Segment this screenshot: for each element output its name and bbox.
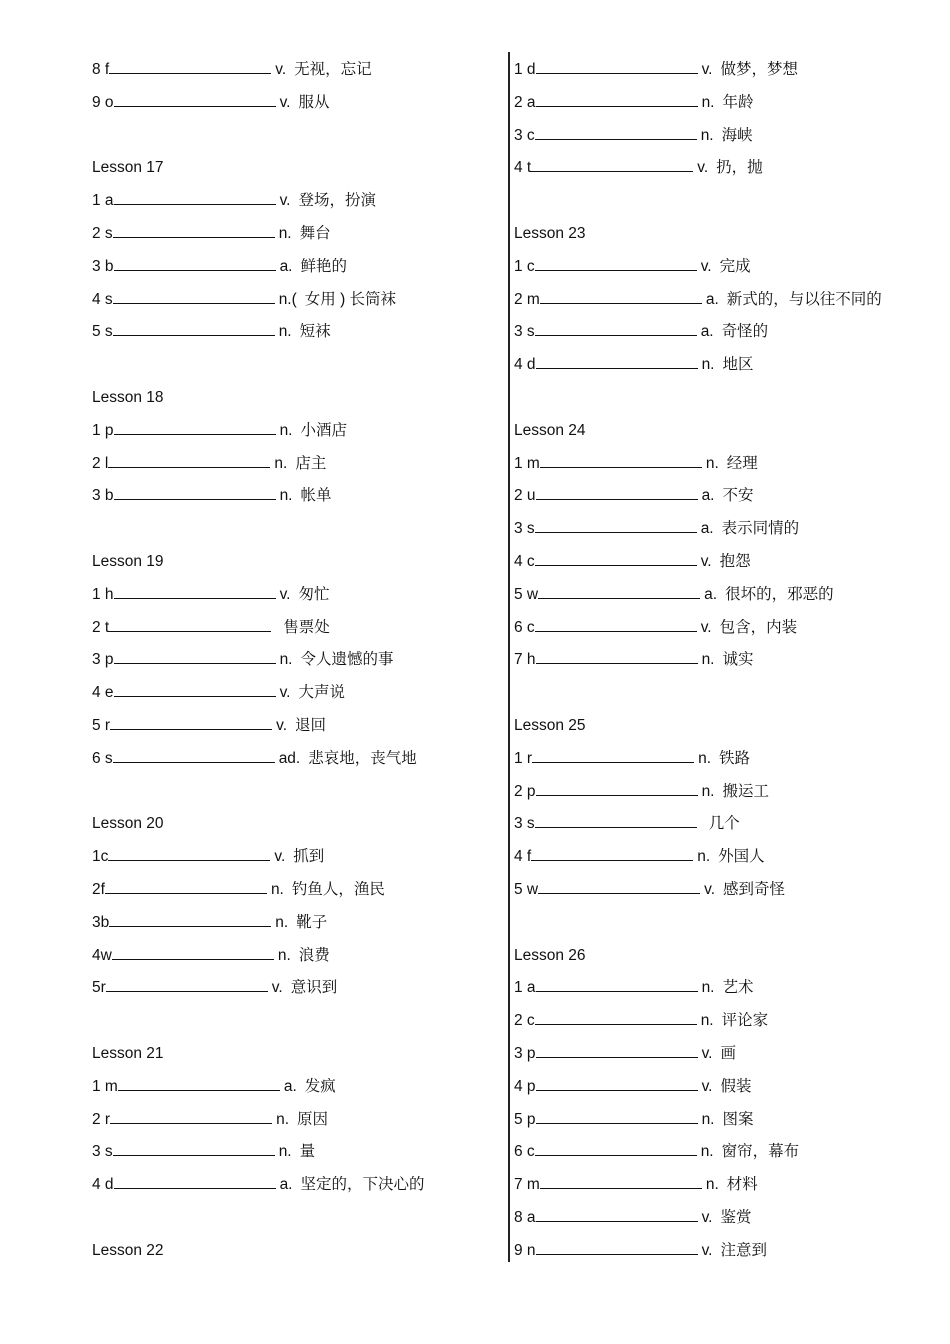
part-of-speech: n. <box>700 1012 714 1030</box>
entry-prompt: 6 c <box>514 1143 535 1161</box>
fill-in-blank[interactable] <box>538 584 700 599</box>
part-of-speech: n. <box>701 782 715 800</box>
part-of-speech: n. <box>278 323 292 341</box>
part-of-speech: a. <box>704 585 718 603</box>
vocab-entry <box>514 55 934 88</box>
part-of-speech: v. <box>274 848 286 866</box>
entry-prompt: 2 l <box>92 454 109 472</box>
entry-prompt: 2 a <box>514 93 536 111</box>
entry-prompt: 4 p <box>514 1077 536 1095</box>
blank-spacer <box>92 514 497 547</box>
chinese-meaning: 服从 <box>298 93 330 111</box>
fill-in-blank[interactable] <box>106 977 268 992</box>
chinese-meaning: 评论家 <box>721 1012 769 1030</box>
vocab-entry <box>92 842 497 875</box>
entry-prompt: 2 r <box>92 1110 111 1128</box>
entry-prompt: 5 w <box>514 880 539 898</box>
fill-in-blank[interactable] <box>536 1076 698 1091</box>
vocab-entry <box>514 613 934 646</box>
entry-prompt: 2 u <box>514 487 536 505</box>
entry-prompt: 9 n <box>514 1241 536 1259</box>
part-of-speech: v. <box>279 585 291 603</box>
fill-in-blank[interactable] <box>535 551 697 566</box>
part-of-speech: n. <box>278 224 292 242</box>
vocab-entry <box>514 1137 934 1170</box>
blank-spacer <box>514 186 934 219</box>
blank-spacer <box>92 1203 497 1236</box>
fill-in-blank[interactable] <box>114 1174 276 1189</box>
entry-prompt: 3 p <box>514 1044 536 1062</box>
vocab-entry <box>514 1170 934 1203</box>
fill-in-blank[interactable] <box>114 92 276 107</box>
part-of-speech: n. <box>276 1110 290 1128</box>
chinese-meaning: 匆忙 <box>298 585 330 603</box>
fill-in-blank[interactable] <box>535 1010 697 1025</box>
entry-prompt: 6 c <box>514 618 535 636</box>
part-of-speech: n. <box>279 487 293 505</box>
vocab-entry <box>92 317 497 350</box>
chinese-meaning: 售票处 <box>283 618 330 636</box>
chinese-meaning: 外国人 <box>718 848 765 866</box>
chinese-meaning: 表示同情的 <box>721 520 800 538</box>
vocab-entry <box>92 252 497 285</box>
lesson-heading: Lesson 21 <box>92 1044 164 1062</box>
fill-in-blank[interactable] <box>109 912 271 927</box>
entry-prompt: 4 d <box>92 1176 114 1194</box>
entry-prompt: 1 d <box>514 61 536 78</box>
blank-spacer <box>92 777 497 810</box>
fill-in-blank[interactable] <box>110 1109 272 1124</box>
fill-in-blank[interactable] <box>535 321 697 336</box>
entry-prompt: 4 c <box>514 552 535 570</box>
vocab-entry <box>514 121 934 154</box>
fill-in-blank[interactable] <box>114 190 276 205</box>
entry-prompt: 4 f <box>514 848 532 866</box>
part-of-speech: v. <box>701 61 713 78</box>
vocab-entry <box>92 449 497 482</box>
entry-prompt: 1 h <box>92 585 114 603</box>
fill-in-blank[interactable] <box>536 1207 698 1222</box>
fill-in-blank[interactable] <box>536 354 698 369</box>
part-of-speech: n. <box>705 454 719 472</box>
entry-prompt: 1 r <box>514 749 533 767</box>
vocab-entry <box>514 580 934 613</box>
chinese-meaning: 窗帘，幕布 <box>721 1143 800 1161</box>
fill-in-blank[interactable] <box>536 1240 698 1255</box>
part-of-speech: n. <box>698 749 712 767</box>
entry-prompt: 7 m <box>514 1176 540 1194</box>
chinese-meaning: 奇怪的 <box>721 323 769 341</box>
vocab-entry <box>514 744 934 777</box>
fill-in-blank[interactable] <box>535 617 697 632</box>
part-of-speech: a. <box>279 1176 293 1194</box>
part-of-speech: v. <box>701 1044 713 1062</box>
chinese-meaning: 店主 <box>295 454 327 472</box>
vocab-entry <box>514 514 934 547</box>
fill-in-blank[interactable] <box>113 321 275 336</box>
part-of-speech: n.( <box>278 290 297 308</box>
part-of-speech: v. <box>700 552 712 570</box>
chinese-meaning: 帐单 <box>300 487 332 505</box>
vocab-entry <box>92 1137 497 1170</box>
entry-prompt: 3 s <box>514 520 535 538</box>
blank-spacer <box>514 678 934 711</box>
fill-in-blank[interactable] <box>108 846 270 861</box>
entry-prompt: 1 m <box>92 1077 118 1095</box>
entry-prompt: 2 p <box>514 782 536 800</box>
part-of-speech: a. <box>283 1077 297 1095</box>
vocab-entry <box>92 1105 497 1138</box>
part-of-speech: v. <box>701 1077 713 1095</box>
lesson-heading: Lesson 24 <box>514 421 586 439</box>
entry-prompt: 8 a <box>514 1208 536 1226</box>
part-of-speech: v. <box>279 684 291 702</box>
chinese-meaning: 感到奇怪 <box>723 880 786 898</box>
entry-prompt: 8 f <box>92 61 110 78</box>
vocab-entry <box>92 580 497 613</box>
part-of-speech: n. <box>274 454 288 472</box>
vocab-entry <box>514 547 934 580</box>
vocab-entry <box>92 678 497 711</box>
part-of-speech: v. <box>279 192 291 210</box>
chinese-meaning: 发疯 <box>304 1077 336 1095</box>
chinese-meaning: 量 <box>299 1143 316 1161</box>
part-of-speech: v. <box>700 618 712 636</box>
part-of-speech: n. <box>701 1110 715 1128</box>
lesson-heading: Lesson 22 <box>92 1241 164 1259</box>
part-of-speech: ad. <box>278 749 301 767</box>
chinese-meaning: 小酒店 <box>300 421 348 439</box>
lesson-heading: Lesson 26 <box>514 946 586 964</box>
entry-prompt: 1 a <box>92 192 114 210</box>
fill-in-blank[interactable] <box>531 157 693 172</box>
vocab-entry <box>514 449 934 482</box>
entry-prompt: 1 c <box>514 257 535 275</box>
vocab-entry <box>92 55 497 88</box>
chinese-meaning: 经理 <box>726 454 758 472</box>
part-of-speech: n. <box>701 979 715 997</box>
chinese-meaning: 钓鱼人，渔民 <box>291 880 385 898</box>
entry-prompt: 4 e <box>92 684 114 702</box>
chinese-meaning: 诚实 <box>722 651 754 669</box>
blank-spacer <box>514 383 934 416</box>
entry-prompt: 1c <box>92 848 109 866</box>
part-of-speech: n. <box>701 356 715 374</box>
part-of-speech: v. <box>279 93 291 111</box>
chinese-meaning: 浪费 <box>298 946 330 964</box>
vocab-entry <box>514 875 934 908</box>
part-of-speech: v. <box>704 880 716 898</box>
entry-prompt: 5 p <box>514 1110 536 1128</box>
entry-prompt: 1 m <box>514 454 540 472</box>
part-of-speech: a. <box>279 257 293 275</box>
chinese-meaning: 抓到 <box>293 848 325 866</box>
vocab-entry <box>92 908 497 941</box>
fill-in-blank[interactable] <box>535 256 697 271</box>
vocab-entry <box>514 1072 934 1105</box>
fill-in-blank[interactable] <box>114 485 276 500</box>
vocab-entry <box>514 350 934 383</box>
fill-in-blank[interactable] <box>118 1076 280 1091</box>
vocab-entry <box>514 973 934 1006</box>
vocab-entry <box>514 1105 934 1138</box>
vocab-entry <box>514 809 934 842</box>
fill-in-blank[interactable] <box>114 584 276 599</box>
chinese-meaning: 包含，内装 <box>719 618 798 636</box>
fill-in-blank[interactable] <box>538 879 700 894</box>
fill-in-blank[interactable] <box>113 289 275 304</box>
part-of-speech: n. <box>279 421 293 439</box>
blank-spacer <box>92 1006 497 1039</box>
part-of-speech: v. <box>271 979 283 997</box>
entry-prompt: 7 h <box>514 651 536 669</box>
vocab-entry <box>514 481 934 514</box>
part-of-speech: a. <box>701 487 715 505</box>
lesson-heading: Lesson 19 <box>92 552 164 570</box>
vocab-entry <box>514 777 934 810</box>
blank-spacer <box>92 121 497 154</box>
right-column <box>514 55 934 1268</box>
chinese-meaning: 意识到 <box>290 979 338 997</box>
entry-prompt: 4w <box>92 946 112 964</box>
entry-prompt: 5 s <box>92 323 113 341</box>
entry-prompt: 2 t <box>92 618 110 636</box>
chinese-meaning: 假装 <box>720 1077 752 1095</box>
chinese-meaning: 搬运工 <box>722 782 770 800</box>
vocab-entry <box>92 88 497 121</box>
fill-in-blank[interactable] <box>105 879 267 894</box>
entry-prompt: 3b <box>92 913 110 931</box>
chinese-meaning: 材料 <box>726 1176 758 1194</box>
vocab-entry <box>514 252 934 285</box>
chinese-meaning: 女用 ) 长筒袜 <box>304 290 397 308</box>
entry-prompt: 2 m <box>514 290 540 308</box>
chinese-meaning: 不安 <box>722 487 754 505</box>
vocab-entry <box>514 1039 934 1072</box>
fill-in-blank[interactable] <box>536 485 698 500</box>
entry-prompt: 4 t <box>514 159 532 177</box>
chinese-meaning: 鉴赏 <box>720 1208 752 1226</box>
chinese-meaning: 退回 <box>295 716 327 734</box>
part-of-speech: n. <box>278 1143 292 1161</box>
fill-in-blank[interactable] <box>535 813 697 828</box>
chinese-meaning: 新式的，与以往不同的 <box>726 290 882 308</box>
chinese-meaning: 抱怨 <box>719 552 751 570</box>
chinese-meaning: 原因 <box>297 1110 329 1128</box>
chinese-meaning: 年龄 <box>722 93 754 111</box>
entry-prompt: 5 w <box>514 585 539 603</box>
entry-prompt: 3 s <box>514 815 535 833</box>
chinese-meaning: 无视，忘记 <box>294 61 372 78</box>
part-of-speech: n. <box>700 126 714 144</box>
vocab-entry <box>514 842 934 875</box>
vocab-entry <box>92 481 497 514</box>
entry-prompt: 3 c <box>514 126 535 144</box>
part-of-speech: n. <box>701 93 715 111</box>
chinese-meaning: 艺术 <box>722 979 754 997</box>
entry-prompt: 6 s <box>92 749 113 767</box>
vocab-entry <box>514 1006 934 1039</box>
part-of-speech: a. <box>705 290 719 308</box>
vocab-entry <box>92 219 497 252</box>
chinese-meaning: 做梦，梦想 <box>720 61 798 78</box>
entry-prompt: 2 s <box>92 224 113 242</box>
part-of-speech: n. <box>705 1176 719 1194</box>
part-of-speech: n. <box>277 946 291 964</box>
chinese-meaning: 鲜艳的 <box>300 257 348 275</box>
fill-in-blank[interactable] <box>536 649 698 664</box>
fill-in-blank[interactable] <box>535 1141 697 1156</box>
chinese-meaning: 铁路 <box>719 749 751 767</box>
vocab-entry <box>514 645 934 678</box>
vocab-entry <box>92 941 497 974</box>
fill-in-blank[interactable] <box>540 453 702 468</box>
chinese-meaning: 悲哀地，丧气地 <box>308 749 417 767</box>
vocab-entry <box>514 317 934 350</box>
lesson-heading: Lesson 20 <box>92 815 164 833</box>
fill-in-blank[interactable] <box>110 715 272 730</box>
fill-in-blank[interactable] <box>531 846 693 861</box>
vocab-entry <box>92 744 497 777</box>
entry-prompt: 4 s <box>92 290 113 308</box>
fill-in-blank[interactable] <box>540 289 702 304</box>
fill-in-blank[interactable] <box>113 1141 275 1156</box>
chinese-meaning: 完成 <box>719 257 751 275</box>
vocab-entry <box>92 285 497 318</box>
chinese-meaning: 地区 <box>722 356 754 374</box>
fill-in-blank[interactable] <box>113 748 275 763</box>
entry-prompt: 1 a <box>514 979 536 997</box>
fill-in-blank[interactable] <box>114 682 276 697</box>
chinese-meaning: 登场，扮演 <box>298 192 376 210</box>
fill-in-blank[interactable] <box>536 92 698 107</box>
entry-prompt: 3 s <box>92 1143 113 1161</box>
chinese-meaning: 图案 <box>722 1110 754 1128</box>
entry-prompt: 3 b <box>92 257 114 275</box>
entry-prompt: 5r <box>92 979 106 997</box>
lesson-heading: Lesson 23 <box>514 224 586 242</box>
vocab-entry <box>92 1072 497 1105</box>
chinese-meaning: 画 <box>720 1044 736 1062</box>
lesson-heading: Lesson 18 <box>92 388 164 406</box>
entry-prompt: 4 d <box>514 356 536 374</box>
fill-in-blank[interactable] <box>536 1109 698 1124</box>
chinese-meaning: 扔，抛 <box>716 159 763 177</box>
chinese-meaning: 海峡 <box>721 126 753 144</box>
chinese-meaning: 注意到 <box>720 1241 767 1259</box>
chinese-meaning: 几个 <box>708 815 740 833</box>
part-of-speech: v. <box>697 159 709 177</box>
chinese-meaning: 很坏的，邪恶的 <box>725 585 834 603</box>
entry-prompt: 2 c <box>514 1012 535 1030</box>
vocab-entry <box>92 416 497 449</box>
vocab-entry <box>514 1203 934 1236</box>
part-of-speech: n. <box>697 848 711 866</box>
chinese-meaning: 靴子 <box>296 913 328 931</box>
fill-in-blank[interactable] <box>536 977 698 992</box>
entry-prompt: 2f <box>92 880 105 898</box>
part-of-speech: v. <box>701 1241 713 1259</box>
part-of-speech: n. <box>275 913 289 931</box>
part-of-speech: v. <box>701 1208 713 1226</box>
fill-in-blank[interactable] <box>114 649 276 664</box>
fill-in-blank[interactable] <box>540 1174 702 1189</box>
fill-in-blank[interactable] <box>109 59 271 74</box>
fill-in-blank[interactable] <box>532 748 694 763</box>
entry-prompt: 9 o <box>92 93 114 111</box>
part-of-speech: a. <box>700 520 714 538</box>
vocab-entry <box>92 973 497 1006</box>
chinese-meaning: 大声说 <box>298 684 345 702</box>
part-of-speech: n. <box>279 651 293 669</box>
fill-in-blank[interactable] <box>114 256 276 271</box>
fill-in-blank[interactable] <box>109 617 271 632</box>
part-of-speech: n. <box>700 1143 714 1161</box>
vocab-entry <box>514 285 934 318</box>
fill-in-blank[interactable] <box>535 125 697 140</box>
fill-in-blank[interactable] <box>114 420 276 435</box>
part-of-speech: v. <box>700 257 712 275</box>
entry-prompt: 1 p <box>92 421 114 439</box>
entry-prompt: 5 r <box>92 716 111 734</box>
part-of-speech: v. <box>275 61 287 78</box>
chinese-meaning: 舞台 <box>299 224 331 242</box>
fill-in-blank[interactable] <box>536 59 698 74</box>
vocab-entry <box>92 875 497 908</box>
part-of-speech: n. <box>701 651 715 669</box>
vocab-entry <box>92 613 497 646</box>
part-of-speech: v. <box>276 716 287 734</box>
fill-in-blank[interactable] <box>112 945 274 960</box>
chinese-meaning: 令人遗憾的事 <box>300 651 394 669</box>
vocab-entry <box>514 88 934 121</box>
column-divider <box>508 52 510 1262</box>
entry-prompt: 3 b <box>92 487 114 505</box>
vocab-entry <box>514 1236 934 1269</box>
vocab-entry <box>92 711 497 744</box>
blank-spacer <box>92 350 497 383</box>
blank-spacer <box>514 908 934 941</box>
fill-in-blank[interactable] <box>536 781 698 796</box>
left-column <box>92 55 497 1268</box>
lesson-heading: Lesson 25 <box>514 716 586 734</box>
fill-in-blank[interactable] <box>113 223 275 238</box>
vocab-entry <box>92 645 497 678</box>
fill-in-blank[interactable] <box>535 518 697 533</box>
fill-in-blank[interactable] <box>536 1043 698 1058</box>
chinese-meaning: 短袜 <box>299 323 331 341</box>
part-of-speech: n. <box>270 880 284 898</box>
vocab-entry <box>92 186 497 219</box>
entry-prompt: 3 p <box>92 651 114 669</box>
lesson-heading: Lesson 17 <box>92 159 164 177</box>
chinese-meaning: 坚定的，下决心的 <box>300 1176 425 1194</box>
vocab-entry <box>514 153 934 186</box>
vocab-entry <box>92 1170 497 1203</box>
part-of-speech: a. <box>700 323 714 341</box>
entry-prompt: 3 s <box>514 323 535 341</box>
fill-in-blank[interactable] <box>108 453 270 468</box>
